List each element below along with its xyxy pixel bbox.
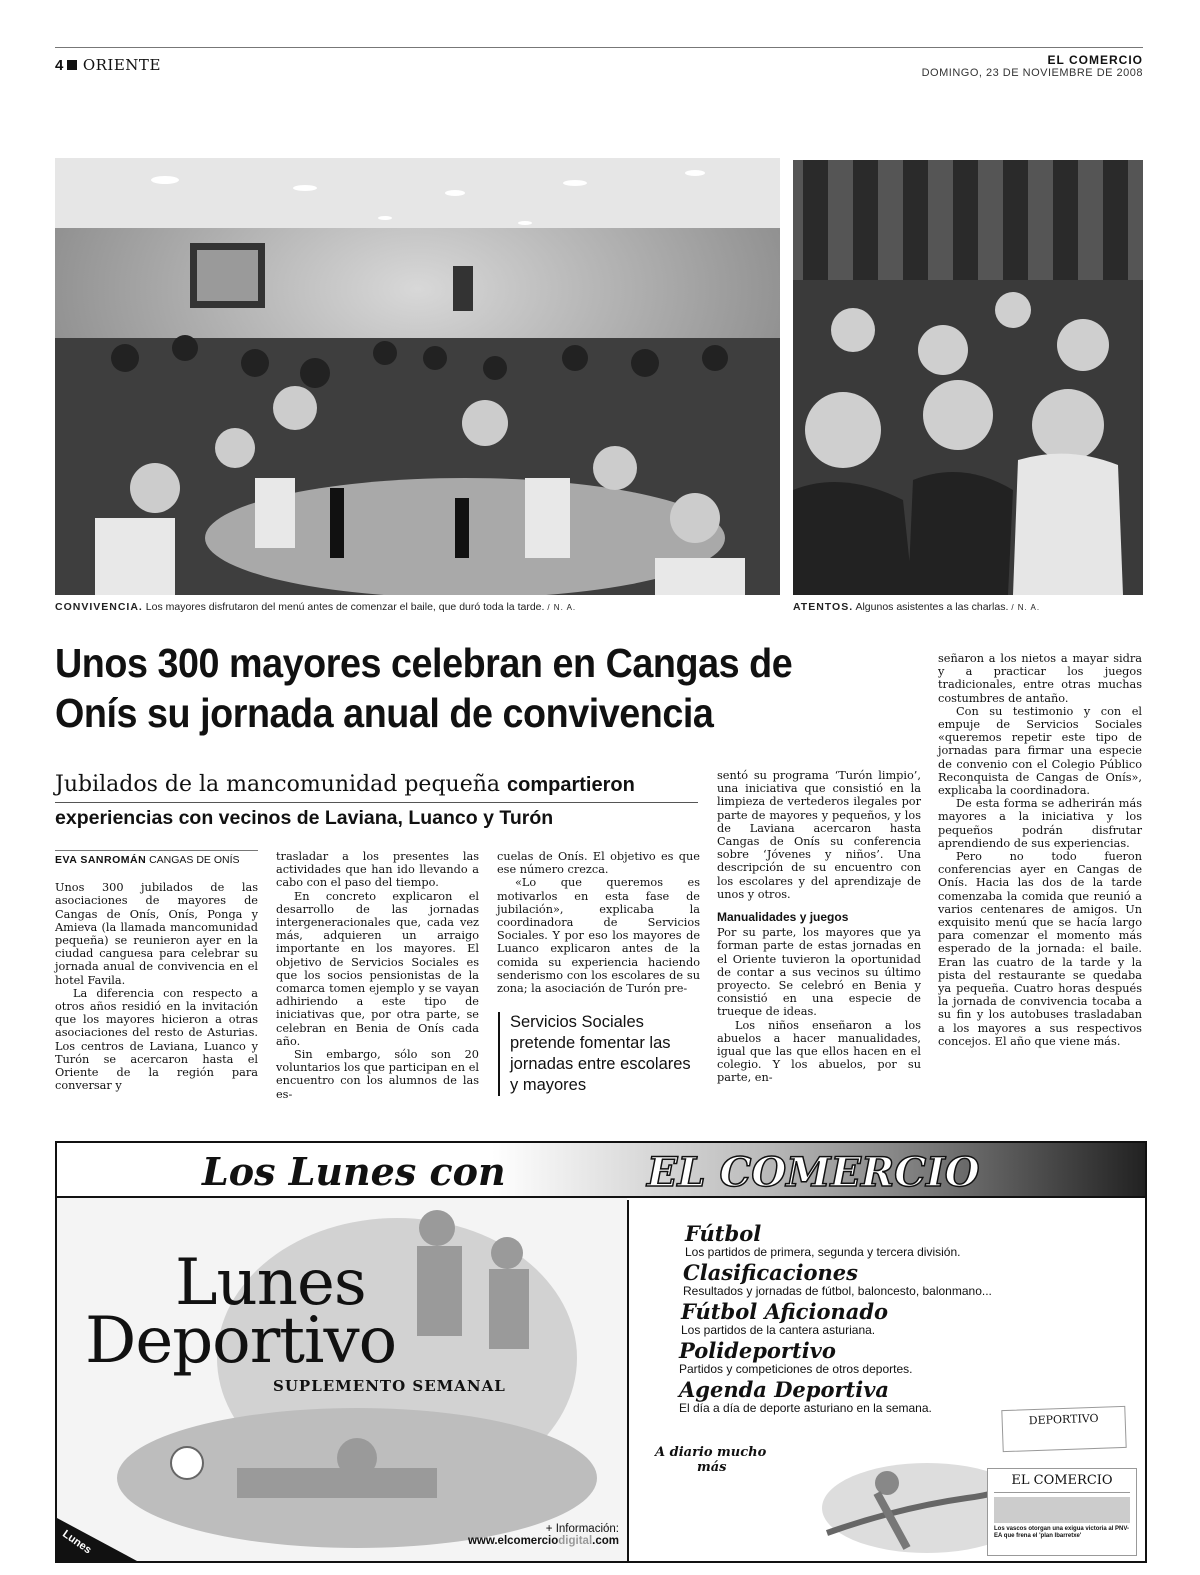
col3-paragraph: cuelas de Onís. El objetivo es que ese número crezca. xyxy=(497,850,700,877)
ad-section-name: Clasificaciones xyxy=(683,1260,858,1285)
col5-paragraph: señaron a los nietos a mayar sidra y a practicar los juegos tradicionales, entre otras muchas costumbres de antaño. xyxy=(938,652,1142,705)
audience-photo xyxy=(793,160,1143,595)
mini-newspaper-headline: Los vascos otorgan una exigua victoria al PNV-EA que frena el 'plan Ibarretxe' xyxy=(994,1526,1130,1539)
pull-quote: Servicios Sociales pretende fomentar las jornadas entre escolares y mayores xyxy=(498,1012,698,1096)
col1-paragraph: La diferencia con respecto a otros años residió en la invitación que los mayores hicieron a otras asociaciones del resto de Asturias. Los centros de Laviana, Luanco y Turón se acercaron hasta el Oriente de la región para conversar y xyxy=(55,986,258,1093)
col2-paragraph: En concreto explicaron el desarrollo de las jornadas intergeneracionales que, cada vez más, adquieren un arraigo importante en los mayores. El objetivo de Servicios Sociales es que los socios pensionistas de la comarca tomen ejemplo y se vayan adhiriendo a este tipo de iniciativas que, por otra parte, se celebran en Benia de Onís cada año. xyxy=(276,889,479,1048)
ad-url-part: digital xyxy=(558,1535,593,1547)
ad-daily-line: más xyxy=(697,1460,727,1475)
side-photo-caption xyxy=(793,601,1040,613)
ad-section-name: Agenda Deportiva xyxy=(679,1377,890,1402)
ad-info xyxy=(437,1523,619,1547)
mini-newspaper-rule xyxy=(994,1492,1130,1493)
ad-section-desc: Los partidos de primera, segunda y tercera división. xyxy=(685,1245,961,1259)
ad-sections-list xyxy=(677,1223,1117,1418)
ad-daily-text xyxy=(655,1445,766,1475)
main-caption-label: CONVIVENCIA. xyxy=(55,601,143,613)
column-3 xyxy=(497,850,700,995)
subhead-bold-2: experiencias con vecinos de Laviana, Luanco y Turón xyxy=(55,807,554,829)
ad-url-part: .com xyxy=(592,1535,619,1547)
main-caption-credit: / N. A. xyxy=(547,603,577,612)
ad-section-name: Polideportivo xyxy=(679,1338,836,1363)
subhead-bold-1: compartieron xyxy=(507,774,635,796)
masthead-info xyxy=(922,53,1143,79)
advertisement xyxy=(55,1141,1147,1563)
issue-date: DOMINGO, 23 DE NOVIEMBRE DE 2008 xyxy=(921,67,1143,79)
main-photo-caption xyxy=(55,601,576,613)
publication-name: EL COMERCIO xyxy=(1047,53,1143,67)
col2-paragraph: trasladar a los presentes las actividades que han ido llevando a cabo con el paso del tiempo. xyxy=(276,850,479,890)
col4-paragraph: Por su parte, los mayores que ya forman parte de estas jornadas en el Oriente tuvieron la oportunidad de contar a sus vecinos su último proyecto. Se celebró en Benia y consistió en una especie de trueque de ideas. xyxy=(717,926,921,1019)
ad-title-right: EL COMERCIO xyxy=(647,1149,980,1196)
section-name: ORIENTE xyxy=(82,56,161,74)
main-photo xyxy=(55,158,780,595)
ad-corner-tag: Lunes xyxy=(60,1528,94,1557)
ad-logo-line1: Lunes xyxy=(175,1246,366,1320)
col2-paragraph: Sin embargo, sólo son 20 voluntarios los que participan en el encuentro con los alumnos de las es- xyxy=(276,1048,479,1101)
col5-paragraph: Con su testimonio y con el empuje de Servicios Sociales «queremos repetir este tipo de jornadas para firmar una especie de convenio con el Colegio Público Reconquista de Cangas de Onís», explicaba la coordinadora. xyxy=(938,704,1142,798)
byline-place: CANGAS DE ONÍS xyxy=(149,854,240,866)
ad-info-label: + Información: xyxy=(545,1523,619,1535)
banquet-hall-photo xyxy=(55,158,780,595)
ad-section-name: Fútbol Aficionado xyxy=(681,1299,889,1324)
ad-url-part: www.elcomercio xyxy=(467,1535,559,1547)
ad-section-item xyxy=(677,1340,1117,1376)
article-headline: Unos 300 mayores celebran en Cangas de Onís su jornada anual de convivencia xyxy=(55,640,793,736)
byline xyxy=(55,850,258,867)
ad-section-item xyxy=(677,1301,1117,1337)
col5-paragraph: De esta forma se adherirán más mayores a la iniciativa y los pequeños podrán disfrutar aprendiendo de sus experiencias. xyxy=(938,797,1142,850)
ad-daily-line: A diario mucho xyxy=(655,1445,767,1460)
ad-divider xyxy=(627,1200,629,1561)
ad-section-desc: Los partidos de la cantera asturiana. xyxy=(681,1323,876,1337)
side-caption-label: ATENTOS. xyxy=(793,601,854,613)
ad-banner xyxy=(57,1143,1145,1196)
ad-section-desc: Resultados y jornadas de fútbol, baloncesto, balonmano... xyxy=(683,1284,992,1298)
subhead-light: Jubilados de la mancomunidad pequeña xyxy=(55,772,500,797)
page-folio xyxy=(55,56,161,74)
ad-section-name: Fútbol xyxy=(685,1221,762,1246)
header-top-rule xyxy=(55,47,1143,48)
ad-section-item xyxy=(677,1262,1117,1298)
article-subhead xyxy=(55,770,698,830)
col1-paragraph: Unos 300 jubilados de las asociaciones de mayores de Cangas de Onís, Onís, Ponga y Amieva (la llamada mancomunidad pequeña) se reunieron ayer en la ciudad canguesa para celebrar su jornada anual de convivencia en el hotel Favila. xyxy=(55,881,258,987)
byline-author: EVA SANROMÁN xyxy=(55,854,147,866)
col4-paragraph: Los niños enseñaron a los abuelos a hacer manualidades, igual que las que ellos hacen en el colegio. Y los abuelos, por su parte, en- xyxy=(717,1018,921,1085)
ad-section-desc: Partidos y competiciones de otros deportes. xyxy=(679,1362,913,1376)
section-subhead: Manualidades y juegos xyxy=(717,910,849,925)
ad-title-left: Los Lunes con xyxy=(202,1149,506,1194)
mini-newspaper xyxy=(987,1468,1137,1556)
side-caption-credit: / N. A. xyxy=(1011,603,1041,612)
column-1 xyxy=(55,850,258,1092)
folio-square-icon xyxy=(67,60,77,70)
column-5 xyxy=(938,652,1142,1048)
side-caption-text: Algunos asistentes a las charlas. xyxy=(855,601,1009,613)
page-number: 4 xyxy=(55,57,64,74)
side-photo xyxy=(793,160,1143,595)
column-2 xyxy=(276,850,479,1101)
col5-paragraph: Pero no todo fueron conferencias ayer en Cangas de Onís. Hacia las dos de la tarde comenzaba la comida que reunió a varios centenares de amigos. Un exquisito menú que se hacía largo para comenzar el momento más esperado de la jornada: el baile. Eran las cuatro de la tarde y la pista del restaurante se quedaba ya pequeña. Cuatro horas después la jornada de convivencia tocaba a su fin y los autobuses trasladaban a los mayores a sus respectivos concejos. El año que viene más. xyxy=(938,850,1142,1048)
mini-supplement-title: DEPORTIVO xyxy=(1028,1411,1099,1428)
mini-newspaper-photo xyxy=(994,1497,1130,1523)
ad-logo-line2: Deportivo xyxy=(85,1304,397,1378)
column-4 xyxy=(717,769,921,1085)
col4-paragraph: sentó su programa ‘Turón limpio’, una iniciativa que consistió en la limpieza de vertederos ilegales por parte de mayores y pequeños, y los de Laviana acercaron hasta Cangas de Onís su conferencia sobre ‘Jóvenes y niños’. Una descripción de su encuentro con los escolares y del aprendizaje de unos y otros. xyxy=(717,769,921,901)
mini-supplement xyxy=(1001,1406,1126,1452)
ad-section-item xyxy=(677,1223,1117,1259)
mini-newspaper-title: EL COMERCIO xyxy=(1011,1473,1113,1488)
ad-logo-sub: SUPLEMENTO SEMANAL xyxy=(273,1377,506,1395)
ad-section-desc: El día a día de deporte asturiano en la semana. xyxy=(679,1401,932,1415)
subhead-rule xyxy=(55,802,698,803)
col3-paragraph: «Lo que queremos es motivarlos en esta fase de jubilación», explicaba la coordinadora de Servicios Sociales. Y por eso los mayores de Luanco explicaron antes de la comida su experiencia haciendo senderismo con los escolares de su zona; la asociación de Turón pre- xyxy=(497,876,700,996)
ad-info-url[interactable] xyxy=(437,1535,619,1547)
main-caption-text: Los mayores disfrutaron del menú antes de comenzar el baile, que duró toda la tarde. xyxy=(145,601,545,613)
